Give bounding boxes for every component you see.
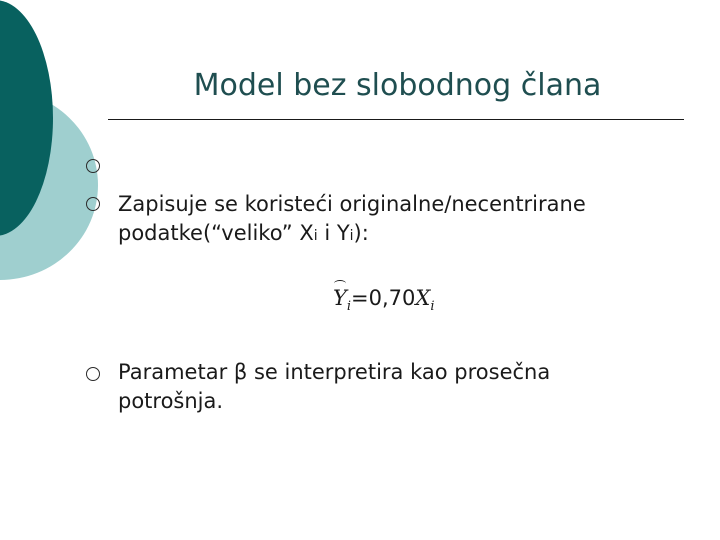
bullet-text-data xyxy=(118,190,678,251)
bullet-text-part: Zapisuje se koristeći originalne/necentrirane podatke(“veliko” X xyxy=(118,192,586,245)
decorative-shapes xyxy=(0,0,200,320)
x-subscript: i xyxy=(430,299,435,315)
regression-formula xyxy=(333,286,435,314)
y-hat-symbol: Y xyxy=(333,286,347,310)
y-subscript: i xyxy=(346,299,352,315)
bullet-circle-icon xyxy=(86,367,100,381)
bullet-text-interpretation: Parametar β se interpretira kao prosečna potrošnja. xyxy=(118,360,551,413)
subscript: i xyxy=(313,228,318,244)
bullet-text-part: ): xyxy=(353,221,369,245)
x-symbol: X xyxy=(415,286,431,310)
bullet-text-part: i Y xyxy=(317,221,350,245)
slide-title: Model bez slobodnog člana xyxy=(193,68,602,103)
title-divider xyxy=(108,119,684,120)
subscript: i xyxy=(349,228,354,244)
bullet-circle-icon xyxy=(86,159,100,173)
formula-value: =0,70 xyxy=(351,286,416,310)
bullet-circle-icon xyxy=(86,197,100,211)
